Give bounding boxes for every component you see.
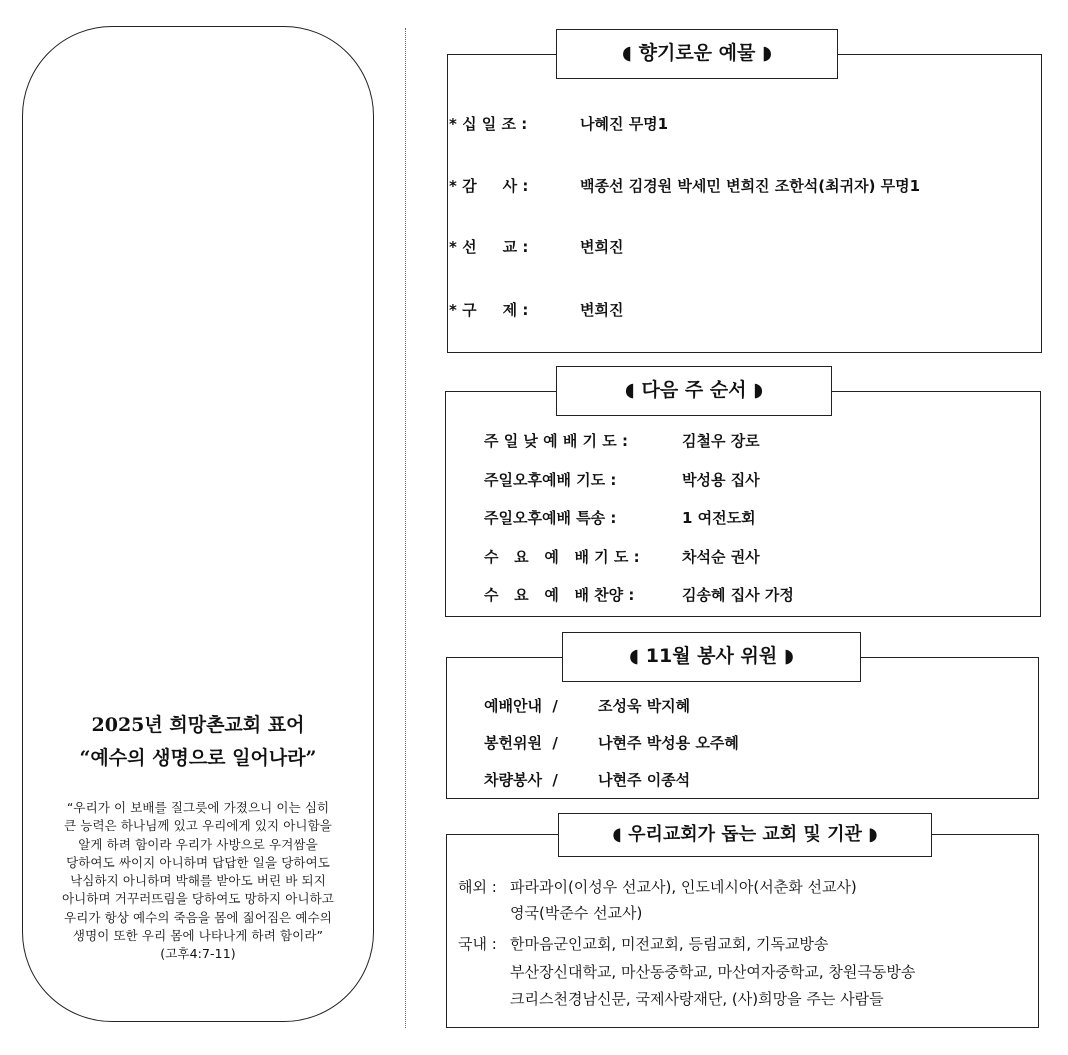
schedule-label: 주 일 낮 예 배 기 도 : [484, 432, 628, 450]
domestic-label: 국내 : [458, 935, 497, 953]
next-week-title: ◖ 다음 주 순서 ◗ [556, 366, 832, 416]
offering-value: 변희진 [580, 301, 624, 319]
schedule-value: 1 여전도회 [682, 509, 756, 527]
offering-label: * 감 사 : [449, 177, 529, 195]
schedule-label: 주일오후예배 특송 : [484, 509, 617, 527]
offering-value: 백종선 김경원 박세민 변희진 조한석(최귀자) 무명1 [580, 177, 921, 195]
volunteer-label: 봉헌위원 / [484, 734, 558, 752]
motto-title: 2025년 희망촌교회 표어 [91, 714, 305, 736]
volunteer-value: 나현주 이종석 [598, 771, 691, 789]
verse-line: 아니하며 거꾸러뜨림을 당하여도 망하지 아니하고 [62, 891, 334, 907]
schedule-value: 차석순 권사 [682, 548, 760, 566]
offering-label: * 선 교 : [449, 238, 529, 256]
domestic-line: 한마음군인교회, 미전교회, 등림교회, 기독교방송 [510, 935, 829, 953]
domestic-line: 부산장신대학교, 마산동중학교, 마산여자중학교, 창원극동방송 [510, 963, 916, 981]
overseas-line: 영국(박준수 선교사) [510, 904, 643, 922]
offering-value: 나혜진 무명1 [580, 115, 669, 133]
volunteer-value: 나현주 박성용 오주혜 [598, 734, 739, 752]
verse-line: 당하여도 싸이지 아니하며 답답한 일을 당하여도 [66, 854, 330, 870]
volunteer-label: 예배안내 / [484, 697, 558, 715]
volunteers-title: ◖ 11월 봉사 위원 ◗ [562, 632, 861, 682]
verse-line: 큰 능력은 하나님께 있고 우리에게 있지 아니함을 [64, 818, 332, 834]
overseas-label: 해외 : [458, 878, 497, 896]
offerings-title: ◖ 향기로운 예물 ◗ [556, 29, 838, 79]
schedule-label: 수 요 예 배 찬양 : [484, 586, 635, 604]
volunteer-value: 조성욱 박지혜 [598, 697, 691, 715]
schedule-value: 김철우 장로 [682, 432, 760, 450]
overseas-line: 파라과이(이성우 선교사), 인도네시아(서춘화 선교사) [510, 878, 857, 896]
offering-label: * 구 제 : [449, 301, 529, 319]
offering-label: * 십 일 조 : [449, 115, 528, 133]
schedule-value: 박성용 집사 [682, 471, 760, 489]
support-title: ◖ 우리교회가 돕는 교회 및 기관 ◗ [558, 813, 932, 857]
verse-reference: (고후4:7-11) [160, 946, 236, 962]
motto-panel [22, 26, 374, 1022]
volunteer-label: 차량봉사 / [484, 771, 558, 789]
offering-value: 변희진 [580, 238, 624, 256]
verse-line: 낙심하지 아니하며 박해를 받아도 버린 바 되지 [70, 873, 326, 889]
motto-verse [29, 799, 367, 964]
verse-line: 알게 하려 함이라 우리가 사방으로 우겨쌈을 [78, 836, 318, 852]
schedule-value: 김송혜 집사 가정 [682, 586, 794, 604]
motto-subtitle: “예수의 생명으로 일어나라” [79, 747, 317, 769]
verse-line: 우리가 항상 예수의 죽음을 몸에 짊어짐은 예수의 [64, 909, 332, 925]
schedule-label: 주일오후예배 기도 : [484, 471, 617, 489]
verse-line: “우리가 이 보배를 질그릇에 가졌으니 이는 심히 [66, 800, 330, 815]
offerings-box [447, 54, 1042, 353]
schedule-label: 수 요 예 배 기 도 : [484, 548, 640, 566]
page-divider [405, 28, 406, 1028]
verse-line: 생명이 또한 우리 몸에 나타나게 하려 함이라” [72, 928, 324, 944]
domestic-line: 크리스천경남신문, 국제사랑재단, (사)희망을 주는 사람들 [510, 990, 884, 1008]
